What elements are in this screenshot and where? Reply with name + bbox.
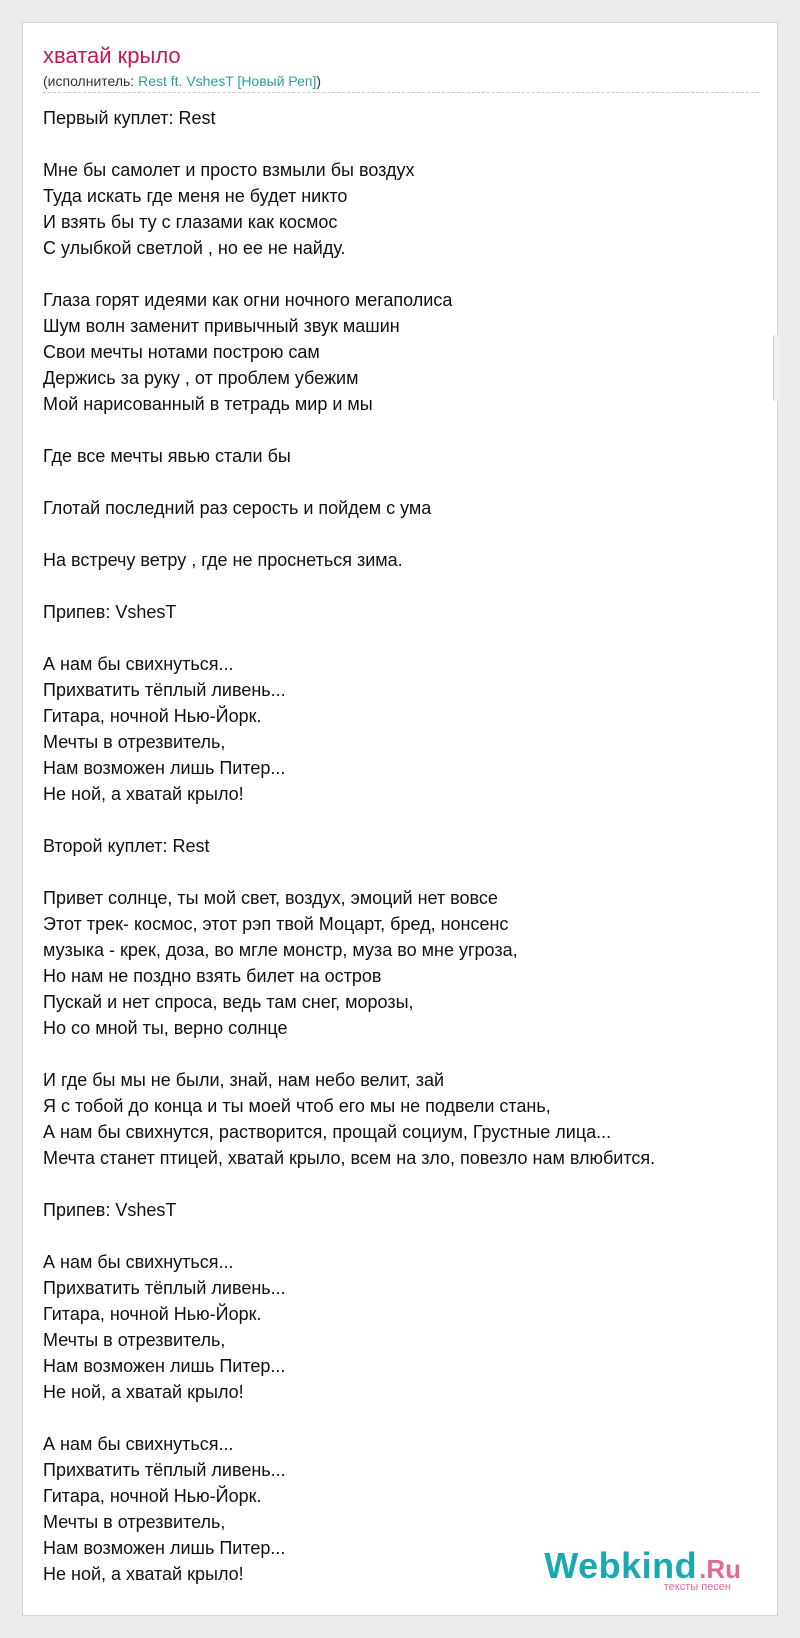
lyric-line: Нам возможен лишь Питер... <box>43 758 286 778</box>
lyric-line <box>43 859 759 885</box>
lyric-line: Туда искать где меня не будет никто <box>43 186 348 206</box>
watermark-subtitle: тексты песен <box>663 1581 731 1593</box>
lyric-line: Не ной, а хватай крыло! <box>43 1564 244 1584</box>
lyric-line: Прихватить тёплый ливень... <box>43 1460 286 1480</box>
lyric-line: И где бы мы не были, знай, нам небо велит, зай <box>43 1070 445 1090</box>
lyric-line: Шум волн заменит привычный звук машин <box>43 316 400 336</box>
side-edge-marker <box>773 335 780 401</box>
lyric-line <box>43 625 759 651</box>
lyric-line: Гитара, ночной Нью-Йорк. <box>43 1486 262 1506</box>
artist-suffix: ) <box>316 73 322 89</box>
lyric-line: С улыбкой светлой , но ее не найду. <box>43 238 346 258</box>
lyric-line: Прихватить тёплый ливень... <box>43 1278 286 1298</box>
lyric-line: Первый куплет: Rest <box>43 108 216 128</box>
lyric-line: Где все мечты явью стали бы <box>43 446 291 466</box>
lyric-line: Мне бы самолет и просто взмыли бы воздух <box>43 160 415 180</box>
lyric-line: Глотай последний раз серость и пойдем с ума <box>43 498 432 518</box>
lyric-line: Привет солнце, ты мой свет, воздух, эмоций нет вовсе <box>43 888 498 908</box>
lyric-line: Но со мной ты, верно солнце <box>43 1018 288 1038</box>
lyric-line <box>43 261 759 287</box>
header-divider <box>43 92 759 93</box>
lyric-line: Гитара, ночной Нью-Йорк. <box>43 1304 262 1324</box>
lyric-line: Мечты в отрезвитель, <box>43 732 226 752</box>
lyric-line: Нам возможен лишь Питер... <box>43 1538 286 1558</box>
lyric-line: На встречу ветру , где не проснеться зима. <box>43 550 403 570</box>
watermark-brand: Webkind <box>544 1545 698 1586</box>
lyric-line <box>43 1041 759 1067</box>
lyric-line: Пускай и нет спроса, ведь там снег, морозы, <box>43 992 414 1012</box>
lyric-line: Припев: VshesT <box>43 602 177 622</box>
webkind-watermark <box>544 1547 741 1593</box>
lyric-line: Нам возможен лишь Питер... <box>43 1356 286 1376</box>
lyric-line: А нам бы свихнуться... <box>43 654 234 674</box>
lyric-line <box>43 417 759 443</box>
lyric-line <box>43 469 759 495</box>
lyric-line: Мечты в отрезвитель, <box>43 1330 226 1350</box>
artist-prefix: (исполнитель: <box>43 73 139 89</box>
lyric-line: Этот трек- космос, этот рэп твой Моцарт, бред, нонсенс <box>43 914 509 934</box>
lyrics-card <box>22 22 778 1616</box>
lyric-line <box>43 131 759 157</box>
watermark-suffix: .Ru <box>699 1554 741 1584</box>
lyric-line: музыка - крек, доза, во мгле монстр, муза во мне угроза, <box>43 940 518 960</box>
lyric-line <box>43 521 759 547</box>
lyric-line: А нам бы свихнуться... <box>43 1252 234 1272</box>
lyric-line: А нам бы свихнутся, растворится, прощай социум, Грустные лица... <box>43 1122 612 1142</box>
lyric-line: Не ной, а хватай крыло! <box>43 1382 244 1402</box>
lyric-line: Второй куплет: Rest <box>43 836 210 856</box>
lyric-line: Я с тобой до конца и ты моей чтоб его мы не подвели стань, <box>43 1096 551 1116</box>
artist-link[interactable]: Rest ft. VshesT [Новый Реп] <box>138 73 317 89</box>
lyric-line: Свои мечты нотами построю сам <box>43 342 320 362</box>
lyric-line: Держись за руку , от проблем убежим <box>43 368 359 388</box>
lyric-line: Мечта станет птицей, хватай крыло, всем на зло, повезло нам влюбится. <box>43 1148 656 1168</box>
song-title: хватай крыло <box>43 43 181 68</box>
lyric-line <box>43 807 759 833</box>
lyric-line: Припев: VshesT <box>43 1200 177 1220</box>
lyric-line: Но нам не поздно взять билет на остров <box>43 966 382 986</box>
lyric-line <box>43 573 759 599</box>
lyric-line: Гитара, ночной Нью-Йорк. <box>43 706 262 726</box>
lyric-line: Мечты в отрезвитель, <box>43 1512 226 1532</box>
lyric-line: Мой нарисованный в тетрадь мир и мы <box>43 394 373 414</box>
lyric-line <box>43 1171 759 1197</box>
lyric-line: Глаза горят идеями как огни ночного мегаполиса <box>43 290 453 310</box>
lyric-line: Прихватить тёплый ливень... <box>43 680 286 700</box>
lyric-line: Не ной, а хватай крыло! <box>43 784 244 804</box>
lyric-line <box>43 1223 759 1249</box>
lyric-line <box>43 1405 759 1431</box>
lyric-line: И взять бы ту с глазами как космос <box>43 212 338 232</box>
lyrics-body <box>43 105 759 1587</box>
artist-line <box>43 72 321 90</box>
lyric-line: А нам бы свихнуться... <box>43 1434 234 1454</box>
